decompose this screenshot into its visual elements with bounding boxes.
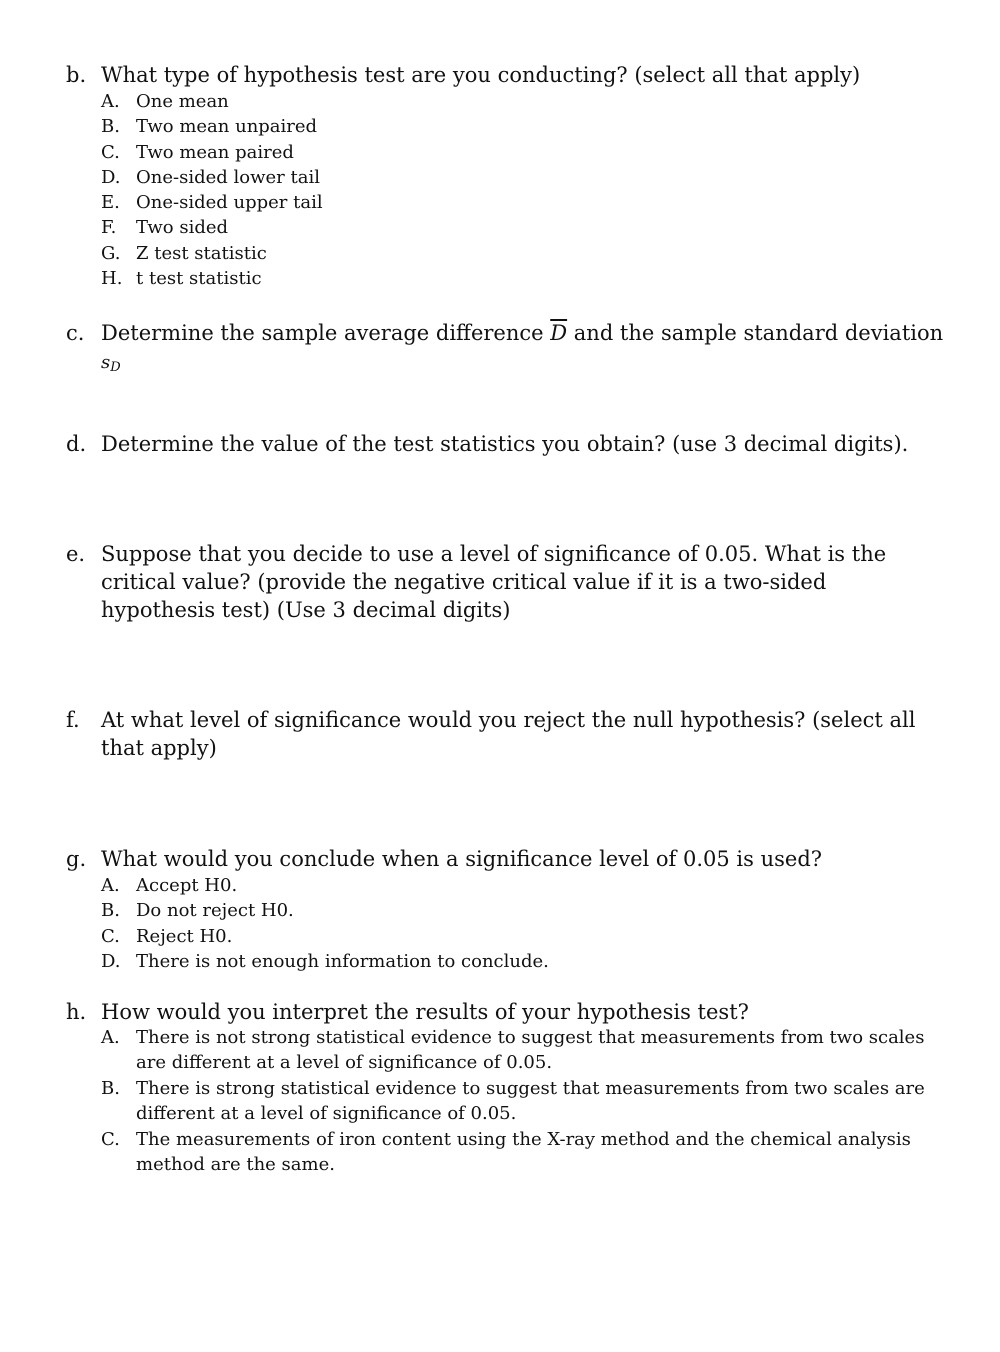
option-b[interactable]: B. There is strong statistical evidence to suggest that measurements from two scales are different at a level of significance of 0.05. bbox=[101, 1078, 925, 1124]
question-letter: b. bbox=[66, 63, 87, 87]
question-letter: c. bbox=[66, 321, 85, 345]
question-letter: h. bbox=[66, 1000, 87, 1024]
option-d[interactable]: D. There is not enough information to conclude. bbox=[101, 950, 549, 972]
question-letter: d. bbox=[66, 432, 87, 456]
d-bar-symbol: $\overline{D}$ bbox=[550, 321, 568, 345]
question-letter: g. bbox=[66, 847, 87, 871]
question-letter: f. bbox=[66, 708, 80, 732]
question-c bbox=[66, 319, 946, 382]
option-b[interactable]: B. Two mean unpaired bbox=[101, 116, 318, 138]
question-text: Determine the sample average difference $\overline{D}$ and the sample standard deviation $s_D$ bbox=[101, 321, 944, 375]
option-g[interactable]: G. Z test statistic bbox=[101, 242, 267, 264]
question-text: What would you conclude when a significance level of 0.05 is used? bbox=[101, 847, 823, 871]
option-c[interactable]: C. The measurements of iron content using the X-ray method and the chemical analysis method are the same. bbox=[101, 1129, 911, 1175]
option-a[interactable]: A. Accept H0. bbox=[101, 875, 238, 896]
question-text: At what level of significance would you reject the null hypothesis? (select all that apply) bbox=[101, 708, 916, 760]
option-d[interactable]: D. One-sided lower tail bbox=[101, 166, 320, 188]
question-f bbox=[66, 706, 946, 762]
question-text: How would you interpret the results of your hypothesis test? bbox=[101, 1000, 749, 1024]
option-f[interactable]: F. Two sided bbox=[101, 217, 229, 239]
options-list bbox=[101, 873, 946, 974]
option-c[interactable]: C. Reject H0. bbox=[101, 925, 233, 947]
question-letter: e. bbox=[66, 542, 86, 566]
options-list bbox=[101, 1026, 946, 1177]
option-b[interactable]: B. Do not reject H0. bbox=[101, 900, 294, 922]
options-list bbox=[101, 89, 946, 291]
option-h[interactable]: H. t test statistic bbox=[101, 268, 262, 290]
question-text: What type of hypothesis test are you conducting? (select all that apply) bbox=[101, 63, 861, 87]
question-e bbox=[66, 540, 946, 624]
question-text: Determine the value of the test statistics you obtain? (use 3 decimal digits). bbox=[101, 432, 909, 456]
question-d bbox=[66, 430, 946, 458]
sd-symbol: $s_D$ bbox=[101, 352, 121, 375]
question-b bbox=[66, 61, 946, 291]
option-e[interactable]: E. One-sided upper tail bbox=[101, 192, 323, 214]
option-a[interactable]: A. One mean bbox=[101, 91, 229, 112]
option-a[interactable]: A. There is not strong statistical evidence to suggest that measurements from two scales are different at a level of significance of 0.05. bbox=[101, 1027, 925, 1073]
question-g bbox=[66, 845, 946, 974]
question-h bbox=[66, 998, 946, 1179]
option-c[interactable]: C. Two mean paired bbox=[101, 141, 294, 163]
question-text: Suppose that you decide to use a level of significance of 0.05. What is the critical value? (provide the negative critical value if it is a two-sided hypothesis test) (Use 3 decimal digits) bbox=[101, 542, 887, 622]
